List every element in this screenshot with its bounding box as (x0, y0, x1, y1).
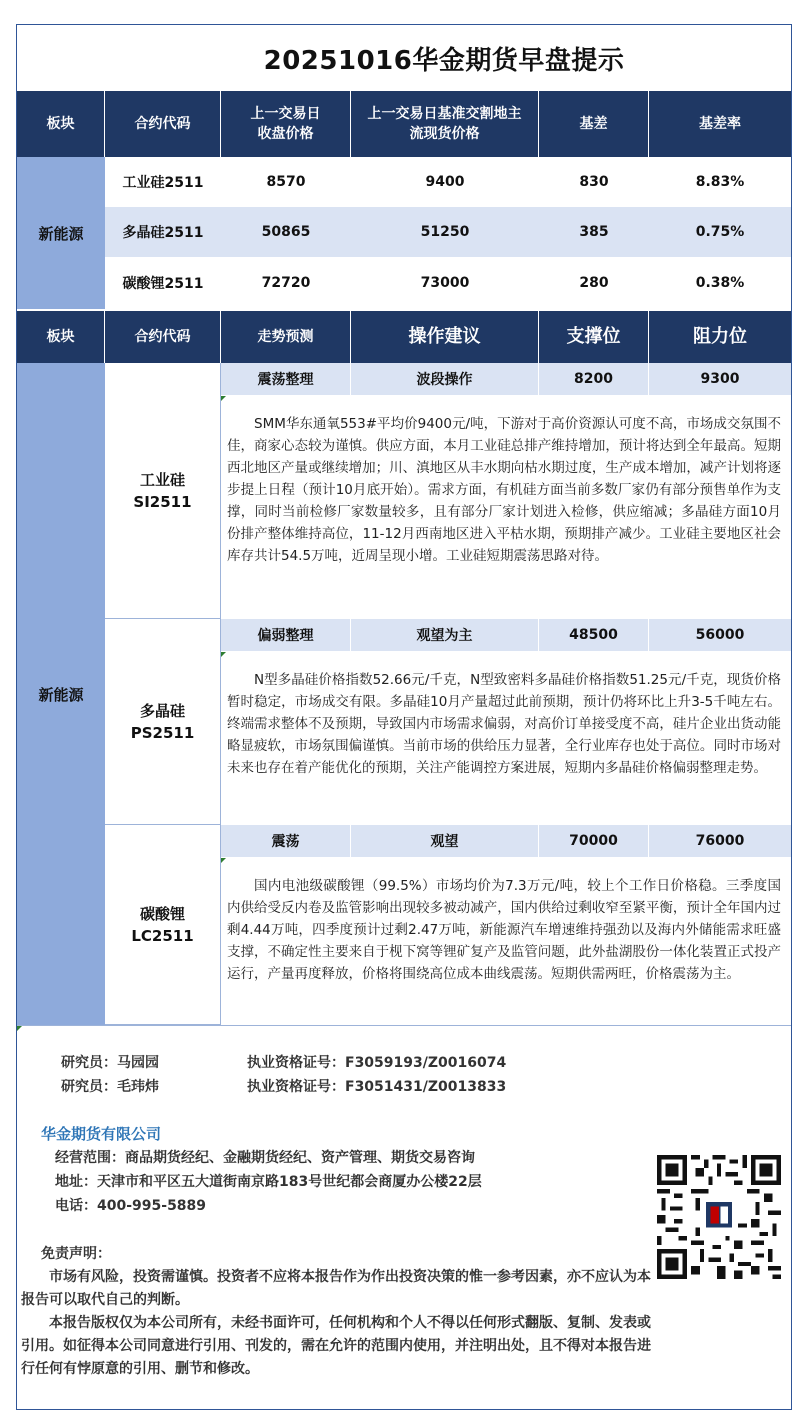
basis-cell: 830 (579, 174, 609, 190)
table-row (105, 157, 791, 207)
contract-code: LC2511 (131, 926, 194, 945)
support-cell: 48500 (539, 619, 649, 651)
code-cell: 多晶硅2511 (122, 225, 204, 241)
company-info (41, 1122, 482, 1218)
company-phone: 电话：400-995-5889 (55, 1198, 207, 1214)
disclaimer (21, 1243, 651, 1381)
contract-cell (105, 825, 221, 1025)
trend-cell: 震荡整理 (221, 363, 351, 395)
analysis-text: SMM华东通氧553#平均价9400元/吨，下游对于高价资源认可度不高，市场成交氛围不佳，商家心态较为谨慎。供应方面，本月工业硅总排产维持增加，预计将达到全年最高。短期西北地区产量或继续增加；川、滇地区从丰水期向枯水期过度，生产成本增加，减产计划将逐步提上日程（预计10月底开始）。需求方面，有机硅方面当前多数厂家仍有部分预售单作为支撑，同时当前检修厂家数量较多，且有部分厂家计划进入检修，供应缩减；多晶硅方面10月份排产整体维持高位，11-12月西南地区进入平枯水期，预期排产减少。工业硅主要地区社会库存共计54.5万吨，近周呈现小增。工业硅短期震荡思路对待。 (227, 416, 781, 564)
company-scope: 经营范围：商品期货经纪、金融期货经纪、资产管理、期货交易咨询 (55, 1150, 475, 1166)
contract-name: 碳酸锂 (139, 904, 185, 923)
advice-cell: 波段操作 (351, 363, 539, 395)
header-resistance: 阻力位 (693, 326, 747, 347)
company-name: 华金期货有限公司 (41, 1125, 162, 1143)
close-cell: 8570 (266, 174, 306, 190)
rate-cell: 0.38% (695, 275, 745, 291)
header-advice: 操作建议 (351, 311, 539, 363)
researcher-row (61, 1051, 506, 1075)
header-trend: 走势预测 (221, 311, 351, 363)
researcher-name: 研究员：马园园 (61, 1055, 159, 1071)
basis-cell: 280 (579, 275, 609, 291)
trend-cell: 偏弱整理 (221, 619, 351, 651)
header-code: 合约代码 (105, 91, 221, 157)
trend-cell: 震荡 (221, 825, 351, 857)
support-cell: 70000 (539, 825, 649, 857)
header-sector: 板块 (17, 91, 105, 157)
view-row (221, 363, 791, 395)
researcher-row (61, 1075, 506, 1099)
spot-cell: 51250 (420, 224, 470, 240)
code-cell: 工业硅2511 (122, 175, 204, 191)
disclaimer-paragraph: 市场有风险，投资需谨慎。投资者不应将本报告作为作出投资决策的惟一参考因素，亦不应认为本报告可以取代自己的判断。 (21, 1269, 651, 1308)
header-code: 合约代码 (105, 311, 221, 363)
report-page (16, 24, 792, 1410)
cell-marker (221, 858, 226, 863)
cell-marker (17, 1026, 22, 1031)
close-cell: 72720 (261, 275, 311, 291)
resistance-cell: 56000 (695, 627, 745, 643)
header-spot: 上一交易日基准交割地主 流现货价格 (351, 91, 539, 157)
view-sector-cell: 新能源 (17, 363, 105, 1025)
disclaimer-title: 免责声明： (41, 1246, 111, 1262)
analysis-text: N型多晶硅价格指数52.66元/千克，N型致密料多晶硅价格指数51.25元/千克，现货价格暂时稳定，市场成交有限。多晶硅10月产量超过此前预期，预计仍将环比上升3-5千吨左右。终端需求整体不及预期，导致国内市场需求偏弱，对高价订单接受度不高，硅片企业出货动能略显疲软，市场氛围偏谨慎。当前市场的供给压力显著，全行业库存也处于高位。同时市场对未来也存在着产能优化的预期，关注产能调控方案进展，短期内多晶硅价格偏弱整理走势。 (227, 672, 781, 776)
analysis-text: 国内电池级碳酸锂（99.5%）市场均价为7.3万元/吨，较上个工作日价格稳。三季度国内供给受反内卷及监管影响出现较多被动减产，国内供给过剩收窄至紧平衡，预计全年国内过剩4.44万吨，四季度预计过剩2.47万吨，新能源汽车增速维持强劲以及海内外储能需求旺盛支撑，不确定性主要来自于枧下窝等锂矿复产及监管问题，此外盐湖股份一体化装置正式投产运行，产量再度释放，价格将围绕高位成本曲线震荡。短期供需两旺，价格震荡为主。 (227, 878, 781, 982)
cell-marker (221, 396, 226, 401)
header-sector: 板块 (17, 311, 105, 363)
view-row (221, 825, 791, 857)
cell-marker (221, 652, 226, 657)
price-sector-cell: 新能源 (17, 157, 105, 309)
spot-cell: 9400 (425, 174, 465, 190)
researchers (61, 1051, 506, 1099)
researcher-cert: 执业资格证号：F3051431/Z0013833 (247, 1079, 507, 1095)
contract-code: PS2511 (130, 723, 195, 742)
contract-name: 工业硅 (139, 470, 185, 489)
close-cell: 50865 (261, 224, 311, 240)
resistance-cell: 76000 (695, 833, 745, 849)
header-close: 上一交易日 收盘价格 (221, 91, 351, 157)
table-row (105, 257, 791, 309)
basis-cell: 385 (579, 224, 609, 240)
contract-code: SI2511 (133, 492, 192, 511)
page-title: 20251016华金期货早盘提示 (263, 45, 625, 76)
view-row (221, 619, 791, 651)
code-cell: 碳酸锂2511 (122, 276, 204, 292)
advice-cell: 观望 (351, 825, 539, 857)
contract-cell (105, 619, 221, 825)
rate-cell: 8.83% (695, 174, 745, 190)
header-support: 支撑位 (539, 311, 649, 363)
company-address: 地址：天津市和平区五大道街南京路183号世纪都会商厦办公楼22层 (55, 1174, 482, 1190)
support-cell: 8200 (539, 363, 649, 395)
contract-cell (105, 363, 221, 619)
advice-cell: 观望为主 (351, 619, 539, 651)
table-row (105, 207, 791, 257)
researcher-cert: 执业资格证号：F3059193/Z0016074 (247, 1055, 507, 1071)
rate-cell: 0.75% (695, 224, 745, 240)
price-table-header (17, 91, 791, 157)
contract-name: 多晶硅 (139, 701, 185, 720)
disclaimer-paragraph: 本报告版权仅为本公司所有，未经书面许可，任何机构和个人不得以任何形式翻版、复制、发表或引用。如征得本公司同意进行引用、刊发的，需在允许的范围内使用，并注明出处，且不得对本报告进行任何有悖原意的引用、删节和修改。 (21, 1315, 651, 1377)
header-basis: 基差 (539, 91, 649, 157)
header-rate: 基差率 (699, 116, 741, 132)
divider (17, 1025, 791, 1026)
resistance-cell: 9300 (700, 371, 740, 387)
spot-cell: 73000 (420, 275, 470, 291)
researcher-name: 研究员：毛玮炜 (61, 1079, 159, 1095)
qr-code-image (657, 1155, 781, 1279)
view-table-header (17, 311, 791, 363)
